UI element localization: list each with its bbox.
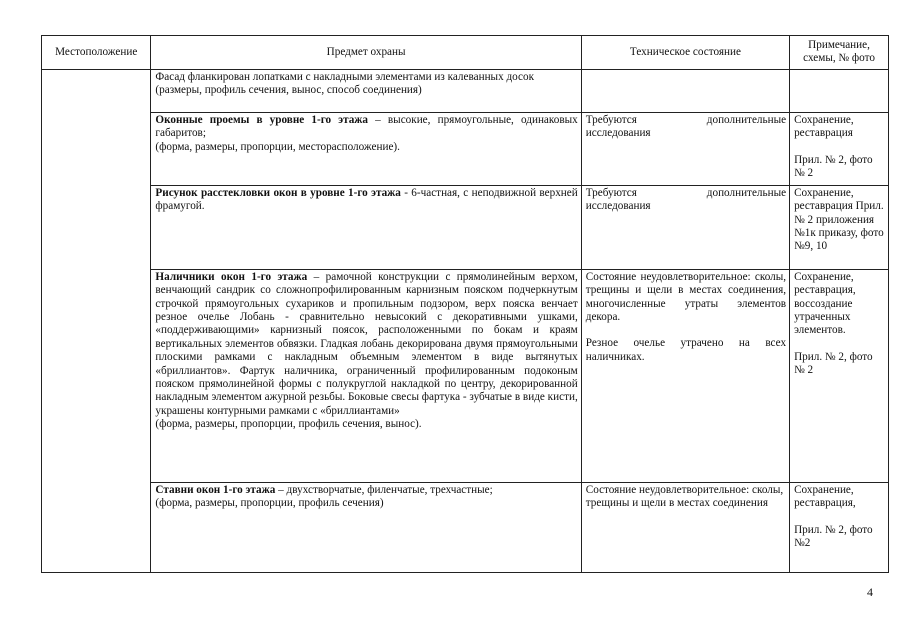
spacer xyxy=(794,511,885,524)
note-cell xyxy=(790,112,889,185)
state-cell xyxy=(581,269,789,482)
subject-title: Ставни окон 1-го этажа xyxy=(155,483,276,496)
protection-subject-table xyxy=(41,35,889,573)
table-header-row xyxy=(42,36,889,70)
header-state: Техническое состояние xyxy=(581,36,789,70)
subject-cell xyxy=(151,482,581,572)
subject-text: Фасад фланкирован лопатками с накладными элементами из калеванных досок xyxy=(155,70,535,83)
state-cell xyxy=(581,69,789,112)
table-row xyxy=(42,482,889,572)
state-text: Состояние неудовлетворительное: сколы, трещины и щели в местах соединения, многочисленные утраты элементов декора. xyxy=(585,270,787,324)
subject-cell xyxy=(151,185,581,269)
subject-text: - 6-частная, с неподвижной верхней фрамугой. xyxy=(155,186,578,213)
note-ref: Прил. № 2, фото № 2 xyxy=(794,350,873,377)
note-cell xyxy=(790,482,889,572)
state-cell: Требуются дополнительные исследования xyxy=(581,112,789,185)
subject-title: Наличники окон 1-го этажа xyxy=(155,270,308,283)
subject-cell xyxy=(151,112,581,185)
subject-params: (форма, размеры, пропорции, профиль сечения) xyxy=(155,497,384,510)
spacer xyxy=(794,338,885,351)
subject-cell xyxy=(151,269,581,482)
note-ref: Прил. № 2, фото № 2 xyxy=(794,153,873,180)
state-cell: Требуются дополнительные исследования xyxy=(581,185,789,269)
state-cell: Состояние неудовлетворительное: сколы, трещины и щели в местах соединения xyxy=(581,482,789,572)
note-ref: Прил. № 2, фото №2 xyxy=(794,523,873,550)
subject-text: – высокие, прямоугольные, одинаковых габаритов; xyxy=(155,113,578,140)
subject-params: (форма, размеры, пропорции, профиль сечения, вынос). xyxy=(155,418,422,431)
subject-cell xyxy=(151,69,581,112)
header-subject: Предмет охраны xyxy=(151,36,581,70)
subject-text: – рамочной конструкции с прямолинейным верхом, венчающий сандрик со сложнопрофилированным карнизным пояском подчеркнутым строчкой прямоугольных сухариков и пропильным подзором, верх пояска венчает резное очелье Лобань - сравнительно невысокий с декоративными ушками, «поддерживающими» карнизный поясок, расположенными по бокам и краям вертикальных элементов обвязки. Гладкая лобань декорирована двумя прямоугольными плоскими рамками с накладным объемным элементом в виде вытянутых «бриллиантов». Фартук наличника, ограниченный профилированным подоконым пояском прямолинейной формы с полукруглой накладкой по центру, декорированной накладным элементом ажурной резьбы. Боковые свесы фартука - зубчатые в виде кисти, украшены контурными рамками с «бриллиантами» xyxy=(155,270,578,417)
table-row xyxy=(42,112,889,185)
note-cell xyxy=(790,69,889,112)
subject-title: Оконные проемы в уровне 1-го этажа xyxy=(155,113,369,126)
note-cell xyxy=(790,269,889,482)
subject-params: (форма, размеры, пропорции, месторасположение). xyxy=(155,140,400,153)
note-cell: Сохранение, реставрация Прил. № 2 приложения №1к приказу, фото №9, 10 xyxy=(790,185,889,269)
spacer xyxy=(586,324,786,337)
subject-text: – двухстворчатые, филенчатые, трехчастные; xyxy=(275,483,493,496)
table-row xyxy=(42,185,889,269)
subject-params: (размеры, профиль сечения, вынос, способ соединения) xyxy=(155,84,422,97)
spacer xyxy=(794,141,885,154)
note-main: Сохранение, реставрация xyxy=(794,113,854,140)
table-row xyxy=(42,269,889,482)
header-note: Примечание, схемы, № фото xyxy=(790,36,889,70)
location-cell xyxy=(42,69,151,572)
state-extra: Резное очелье утрачено на всех наличниках. xyxy=(585,337,787,363)
table-row xyxy=(42,69,889,112)
page-number: 4 xyxy=(867,585,873,599)
note-main: Сохранение, реставрация, xyxy=(794,483,856,510)
header-location: Местоположение xyxy=(42,36,151,70)
subject-title: Рисунок расстекловки окон в уровне 1-го этажа xyxy=(155,186,401,199)
note-main: Сохранение, реставрация, воссоздание утраченных элементов. xyxy=(794,270,856,337)
